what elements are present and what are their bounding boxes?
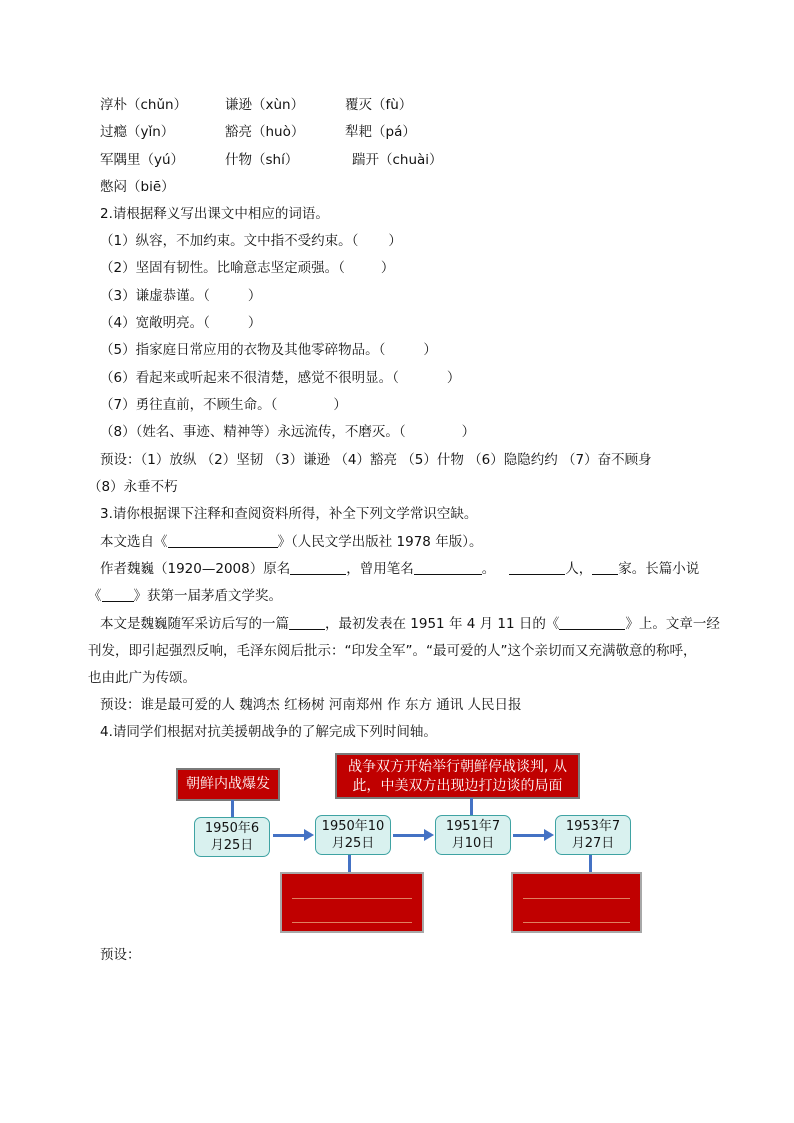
q3-answer: 预设：谁是最可爱的人 魏鸿杰 红杨树 河南郑州 作 东方 通讯 人民日报 [100, 697, 522, 713]
q1-item: 什物（shí） [225, 152, 299, 168]
event-text-line: 战争双方开始举行朝鲜停战谈判, 从 [348, 759, 567, 775]
q1-item: 覆灭（fù） [345, 97, 413, 113]
q3-para-2: 刊发，即引起强烈反响，毛泽东阅后批示：“印发全军”。“最可爱的人”这个亲切而又充满敬意的称呼， [88, 643, 697, 659]
q1-item: 谦逊（xùn） [225, 97, 305, 113]
date-text: 1950年10 [321, 819, 385, 834]
q1-item: 踹开（chuài） [352, 152, 443, 168]
answer-box-blank[interactable] [280, 872, 424, 933]
writing-line [292, 898, 412, 899]
q1-item: 豁亮（huò） [225, 124, 305, 140]
date-box [194, 817, 270, 857]
q4-answer-label: 预设： [100, 947, 141, 963]
q3-novel: 《 》获第一届茅盾文学奖。 [88, 588, 282, 604]
arrow-right-icon [273, 834, 305, 837]
writing-line [292, 922, 412, 923]
q4-title: 4.请同学们根据对抗美援朝战争的了解完成下列时间轴。 [100, 724, 437, 740]
blank[interactable] [559, 615, 625, 630]
q3-para-1: 本文是魏巍随军采访后写的一篇 ，最初发表在 1951 年 4 月 11 日的《 》上。文章一经 [100, 616, 720, 632]
q2-item: （4）宽敞明亮。（ ） [100, 315, 262, 331]
date-box [315, 815, 391, 855]
q3-para-3: 也由此广为传颂。 [88, 670, 196, 686]
blank[interactable] [592, 560, 618, 575]
q2-item: （1）纵容，不加约束。文中指不受约束。（ ） [100, 233, 402, 249]
event-text-line: 此，中美双方出现边打边谈的局面 [352, 778, 563, 794]
q2-answer-cont: （8）永垂不朽 [88, 479, 178, 495]
date-box [555, 815, 631, 855]
q2-item: （3）谦虚恭谨。（ ） [100, 288, 262, 304]
blank[interactable] [168, 533, 278, 548]
date-text: 月25日 [210, 838, 254, 853]
connector-line [589, 853, 592, 873]
event-box-korean-civil-war: 朝鲜内战爆发 [176, 768, 280, 801]
q2-item: （6）看起来或听起来不很清楚，感觉不很明显。（ ） [100, 370, 461, 386]
answer-box-blank[interactable] [511, 872, 642, 933]
q2-title: 2.请根据释义写出课文中相应的词语。 [100, 206, 329, 222]
writing-line [523, 898, 630, 899]
arrow-right-icon [513, 834, 545, 837]
q1-item: 过瘾（yǐn） [100, 124, 175, 140]
event-box-armistice-talks [335, 753, 580, 799]
connector-line [348, 853, 351, 873]
blank[interactable] [102, 587, 134, 602]
date-text: 1950年6 [204, 821, 260, 836]
q2-item: （7）勇往直前，不顾生命。（ ） [100, 397, 347, 413]
date-text: 月27日 [571, 836, 615, 851]
q2-answer: 预设：（1）放纵 （2）坚韧 （3）谦逊 （4）豁亮 （5）什物 （6）隐隐约约 （7）奋不顾身 [100, 452, 652, 468]
date-box [435, 815, 511, 855]
q2-item: （5）指家庭日常应用的衣物及其他零碎物品。（ ） [100, 342, 437, 358]
q1-item: 憋闷（biē） [100, 179, 175, 195]
q1-item: 淳朴（chǔn） [100, 97, 188, 113]
q1-item: 军隅里（yú） [100, 152, 185, 168]
q3-title: 3.请你根据课下注释和查阅资料所得，补全下列文学常识空缺。 [100, 506, 478, 522]
date-text: 1951年7 [445, 819, 501, 834]
blank[interactable] [509, 560, 565, 575]
date-text: 1953年7 [565, 819, 621, 834]
blank[interactable] [289, 615, 325, 630]
q1-item: 犁耙（pá） [345, 124, 416, 140]
q3-author: 作者魏巍（1920—2008）原名 ，曾用笔名 。 人， 家。长篇小说 [100, 561, 700, 577]
q2-item: （8）（姓名、事迹、精神等）永远流传，不磨灭。（ ） [100, 424, 476, 440]
date-text: 月10日 [451, 836, 495, 851]
q3-source: 本文选自《 》（人民文学出版社 1978 年版）。 [100, 534, 483, 550]
arrow-right-icon [393, 834, 425, 837]
date-text: 月25日 [331, 836, 375, 851]
q2-item: （2）坚固有韧性。比喻意志坚定顽强。（ ） [100, 260, 395, 276]
blank[interactable] [290, 560, 346, 575]
blank[interactable] [414, 560, 482, 575]
writing-line [523, 922, 630, 923]
